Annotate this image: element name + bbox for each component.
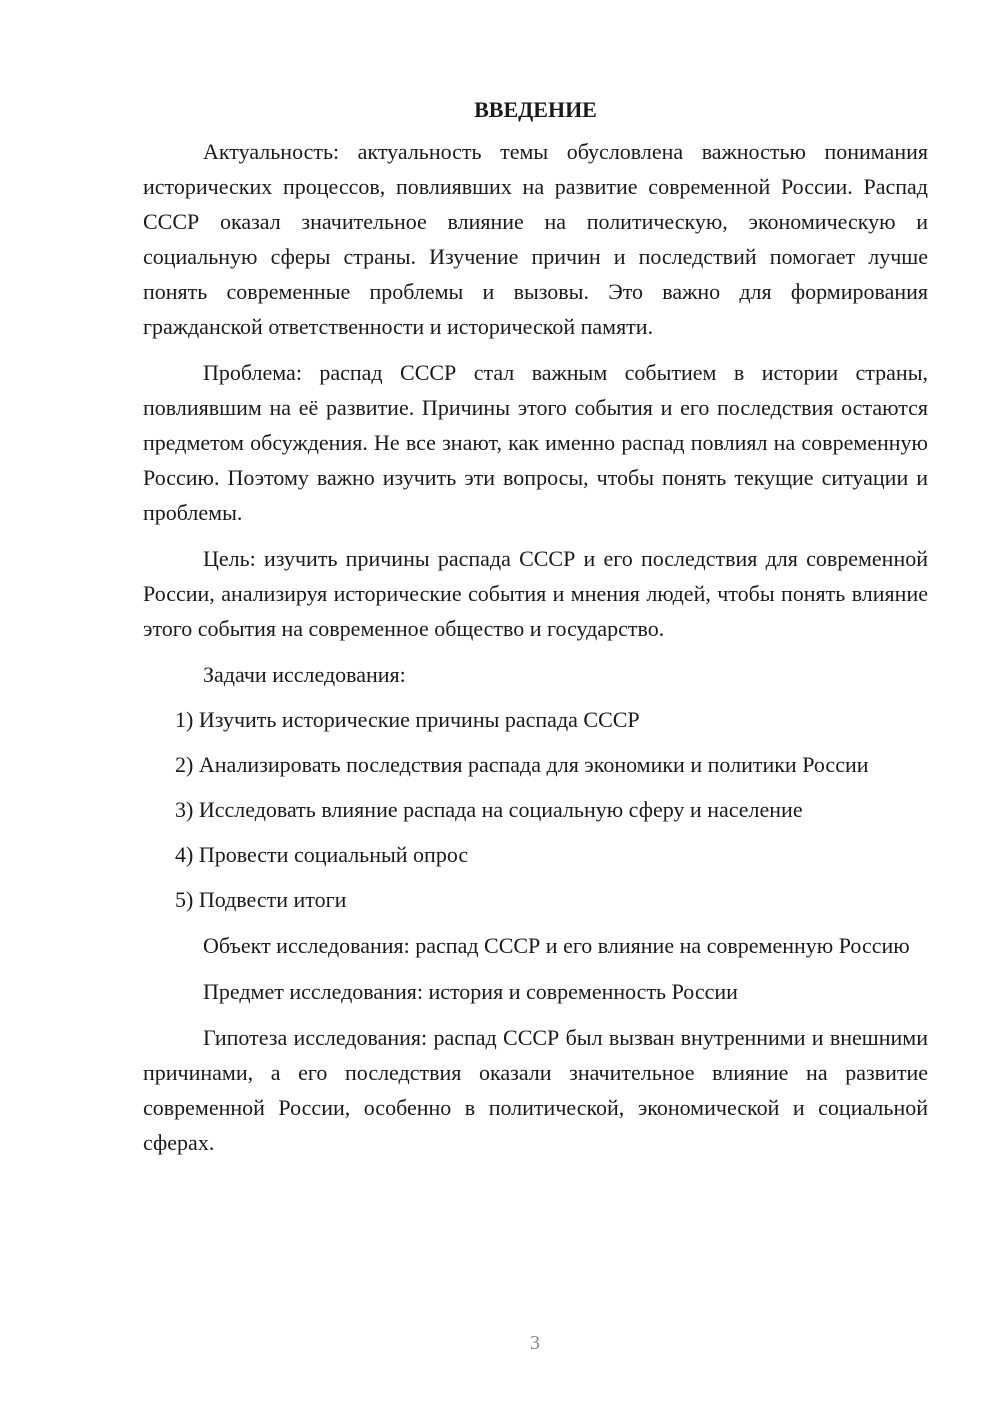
paragraph-object: Объект исследования: распад СССР и его влияние на современную Россию [203,933,910,958]
task-item-4: 4) Провести социальный опрос [175,842,469,867]
document-page [143,92,928,1160]
page-number: 3 [530,1332,540,1354]
paragraph-subject: Предмет исследования: история и современность России [203,979,738,1004]
tasks-heading: Задачи исследования: [203,662,406,687]
page-title: ВВЕДЕНИЕ [474,97,597,122]
task-item-2: 2) Анализировать последствия распада для экономики и политики России [175,752,869,777]
task-item-1: 1) Изучить исторические причины распада СССР [175,707,640,732]
paragraph-hypothesis: Гипотеза исследования: распад СССР был вызван внутренними и внешними причинами, а его последствия оказали значительное влияние на развитие современной России, особенно в политической, экономической и социальной сферах. [143,1025,928,1155]
task-item-5: 5) Подвести итоги [175,887,347,912]
paragraph-problem: Проблема: распад СССР стал важным событием в истории страны, повлиявшим на её развитие. Причины этого события и его последствия остаются предметом обсуждения. Не все знают, как именно распад повлиял на современную Россию. Поэтому важно изучить эти вопросы, чтобы понять текущие ситуации и проблемы. [143,360,928,525]
paragraph-goal: Цель: изучить причины распада СССР и его последствия для современной России, анализируя исторические события и мнения людей, чтобы понять влияние этого события на современное общество и государство. [143,546,928,641]
task-item-3: 3) Исследовать влияние распада на социальную сферу и население [175,797,803,822]
paragraph-relevance: Актуальность: актуальность темы обусловлена важностью понимания исторических процессов, повлиявших на развитие современной России. Распад СССР оказал значительное влияние на политическую, экономическую и социальную сферы страны. Изучение причин и последствий помогает лучше понять современные проблемы и вызовы. Это важно для формирования гражданской ответственности и исторической памяти. [143,139,928,339]
